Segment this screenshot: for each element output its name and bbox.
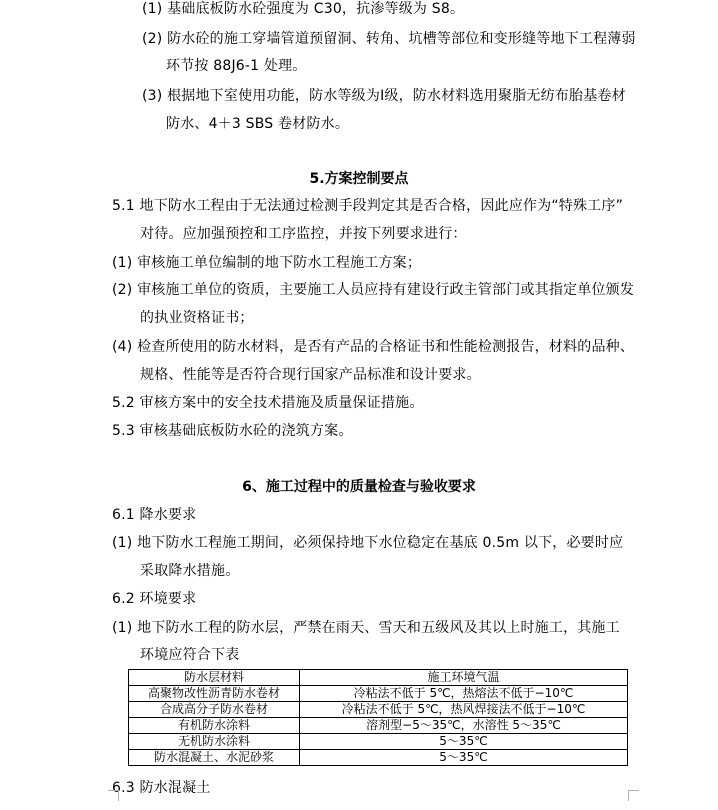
table-cell: 冷粘法不低于 5℃，热熔法不低于−10℃ bbox=[300, 686, 628, 702]
section-5-heading: 5.方案控制要点 bbox=[309, 171, 409, 187]
table-cell: 5～35℃ bbox=[300, 750, 628, 766]
table-row bbox=[129, 734, 628, 750]
list-item: 规格、性能等是否符合现行国家产品标准和设计要求。 bbox=[140, 367, 481, 383]
paragraph-line: (2) 防水砼的施工穿墙管道预留洞、转角、坑槽等部位和变形缝等地下工程薄弱 bbox=[142, 31, 636, 47]
table-row bbox=[129, 750, 628, 766]
list-item: (1) 审核施工单位编制的地下防水工程施工方案； bbox=[112, 255, 422, 271]
table-cell: 冷粘法不低于 5℃，热风焊接法不低于−10℃ bbox=[300, 702, 628, 718]
table-cell: 高聚物改性沥青防水卷材 bbox=[129, 686, 300, 702]
list-item: 采取降水措施。 bbox=[140, 563, 240, 579]
subsection-heading: 6.2 环境要求 bbox=[112, 591, 197, 607]
subsection-heading: 6.1 降水要求 bbox=[112, 507, 197, 523]
table-cell: 5～35℃ bbox=[300, 734, 628, 750]
paragraph-line: 环节按 88J6-1 处理。 bbox=[166, 58, 307, 74]
table-row bbox=[129, 718, 628, 734]
table-header-cell: 防水层材料 bbox=[129, 670, 300, 686]
table-cell: 有机防水涂料 bbox=[129, 718, 300, 734]
list-item: (1) 地下防水工程的防水层，严禁在雨天、雪天和五级风及其以上时施工，其施工 bbox=[112, 620, 620, 636]
table-header-row bbox=[129, 670, 628, 686]
table-row bbox=[129, 686, 628, 702]
table-cell: 溶剂型−5～35℃，水溶性 5～35℃ bbox=[300, 718, 628, 734]
paragraph-line: 防水、4＋3 SBS 卷材防水。 bbox=[166, 116, 350, 132]
page-margin-marker bbox=[628, 790, 639, 801]
list-item: (1) 地下防水工程施工期间，必须保持地下水位稳定在基底 0.5m 以下，必要时应 bbox=[112, 535, 624, 551]
paragraph-line: 5.2 审核方案中的安全技术措施及质量保证措施。 bbox=[112, 395, 424, 411]
table-cell: 防水混凝土、水泥砂浆 bbox=[129, 750, 300, 766]
list-item: (4) 检查所使用的防水材料，是否有产品的合格证书和性能检测报告，材料的品种、 bbox=[112, 339, 635, 355]
page-margin-marker bbox=[108, 790, 119, 801]
table-row bbox=[129, 702, 628, 718]
paragraph-line: (1) 基础底板防水砼强度为 C30，抗渗等级为 S8。 bbox=[142, 1, 465, 17]
paragraph-line: (3) 根据地下室使用功能，防水等级为Ⅰ级，防水材料选用聚脂无纺布胎基卷材 bbox=[142, 88, 626, 104]
list-item: 的执业资格证书； bbox=[140, 310, 254, 326]
paragraph-line: 5.3 审核基础底板防水砼的浇筑方案。 bbox=[112, 423, 353, 439]
list-item: (2) 审核施工单位的资质，主要施工人员应持有建设行政主管部门或其指定单位颁发 bbox=[112, 282, 635, 298]
table-cell: 合成高分子防水卷材 bbox=[129, 702, 300, 718]
list-item: 环境应符合下表 bbox=[140, 647, 240, 663]
construction-temperature-table bbox=[128, 669, 628, 766]
paragraph-line: 5.1 地下防水工程由于无法通过检测手段判定其是否合格，因此应作为“特殊工序” bbox=[112, 198, 624, 214]
paragraph-line: 对待。应加强预控和工序监控，并按下列要求进行： bbox=[140, 226, 467, 242]
subsection-heading: 6.3 防水混凝土 bbox=[112, 780, 211, 796]
table-cell: 无机防水涂料 bbox=[129, 734, 300, 750]
section-6-heading: 6、施工过程中的质量检查与验收要求 bbox=[242, 479, 476, 495]
table-header-cell: 施工环境气温 bbox=[300, 670, 628, 686]
